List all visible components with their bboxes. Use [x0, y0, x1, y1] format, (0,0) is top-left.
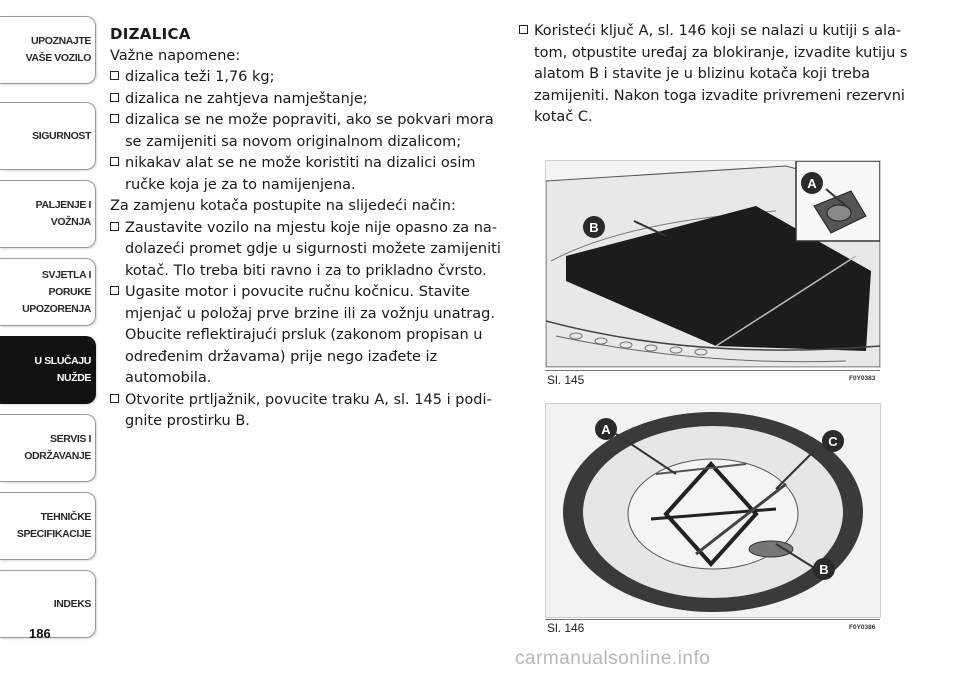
tab-label: PALJENJE I VOŽNJA	[35, 199, 91, 228]
tab-label: U SLUČAJU NUŽDE	[34, 355, 91, 384]
trunk-mat-illustration	[546, 161, 880, 367]
page-number: 186	[29, 626, 51, 641]
callout-label: C	[828, 434, 838, 449]
notes-intro: Važne napomene:	[110, 47, 241, 64]
checkbox-bullet-icon	[110, 114, 119, 123]
caption-rule	[545, 619, 880, 620]
callout-label: A	[807, 176, 817, 191]
steps-intro: Za zamjenu kotača postupite na slijedeći način:	[110, 198, 456, 214]
figure-caption: Sl. 146	[547, 621, 585, 635]
tab-u-slucaju-nuzde[interactable]	[0, 336, 96, 404]
note-item: nikakav alat se ne može koristiti na dizalici osim ručke koja je za to namijenjena.	[110, 153, 505, 196]
caption-rule	[545, 370, 880, 371]
watermark: carmanualsonline.info	[515, 648, 711, 669]
right-column	[519, 21, 919, 129]
callout-label: B	[819, 562, 829, 577]
note-item: dizalica ne zahtjeva namještanje;	[110, 89, 505, 111]
checkbox-bullet-icon	[110, 394, 119, 403]
checkbox-bullet-icon	[110, 157, 119, 166]
tab-label: UPOZNAJTE VAŠE VOZILO	[25, 35, 91, 64]
checkbox-bullet-icon	[110, 93, 119, 102]
tab-label: SVJETLA I PORUKE UPOZORENJA	[22, 268, 91, 315]
tab-paljenje[interactable]	[0, 180, 96, 248]
tab-label: TEHNIČKE SPECIFIKACIJE	[16, 511, 91, 540]
step-item: Ugasite motor i povucite ručnu kočnicu. Stavite mjenjač u položaj prve brzine ili za vožnju unatrag. Obucite reflektirajući prsluk (zakonom propisan u određenim državama) prije nego izađete iz automobila.	[110, 282, 505, 390]
tab-upoznajte[interactable]	[0, 16, 96, 84]
callout-label: B	[589, 220, 599, 235]
tab-sigurnost[interactable]	[0, 102, 96, 170]
tab-label: INDEKS	[53, 597, 91, 610]
figure-caption: Sl. 145	[547, 373, 585, 387]
checkbox-bullet-icon	[110, 286, 119, 295]
tab-svjetla[interactable]	[0, 258, 96, 326]
figure-145-image	[545, 160, 881, 368]
tab-tehnicke[interactable]	[0, 492, 96, 560]
figure-code: F0Y0383	[849, 375, 876, 382]
spare-wheel-tools-illustration	[546, 404, 880, 617]
step-item: Zaustavite vozilo na mjestu koje nije opasno za na- dolazeći promet gdje u sigurnosti možete zamijeniti kotač. Tlo treba biti ravno i za to prikladno čvrsto.	[110, 218, 505, 283]
section-heading: DIZALICA	[110, 25, 191, 43]
note-item: dizalica teži 1,76 kg;	[110, 67, 505, 89]
checkbox-bullet-icon	[519, 25, 528, 34]
checkbox-bullet-icon	[110, 71, 119, 80]
step-item: Koristeći ključ A, sl. 146 koji se nalazi u kutiji s ala- tom, otpustite uređaj za blokiranje, izvadite kutiju s alatom B i stavite je u blizinu kotača koji treba zamijeniti. Nakon toga izvadite privremeni rezervni kotač C.	[519, 21, 919, 129]
tab-servis[interactable]	[0, 414, 96, 482]
note-item: dizalica se ne može popraviti, ako se pokvari mora se zamijeniti sa novom originalnom dizalicom;	[110, 110, 505, 153]
figure-code: F0Y0386	[849, 624, 876, 631]
left-column	[110, 24, 505, 433]
callout-label: A	[601, 422, 611, 437]
checkbox-bullet-icon	[110, 222, 119, 231]
step-item: Otvorite prtljažnik, povucite traku A, sl. 145 i podi- gnite prostirku B.	[110, 390, 505, 433]
figure-146-image	[545, 403, 881, 618]
tab-label: SIGURNOST	[32, 129, 91, 142]
tab-label: SERVIS I ODRŽAVANJE	[24, 433, 91, 462]
